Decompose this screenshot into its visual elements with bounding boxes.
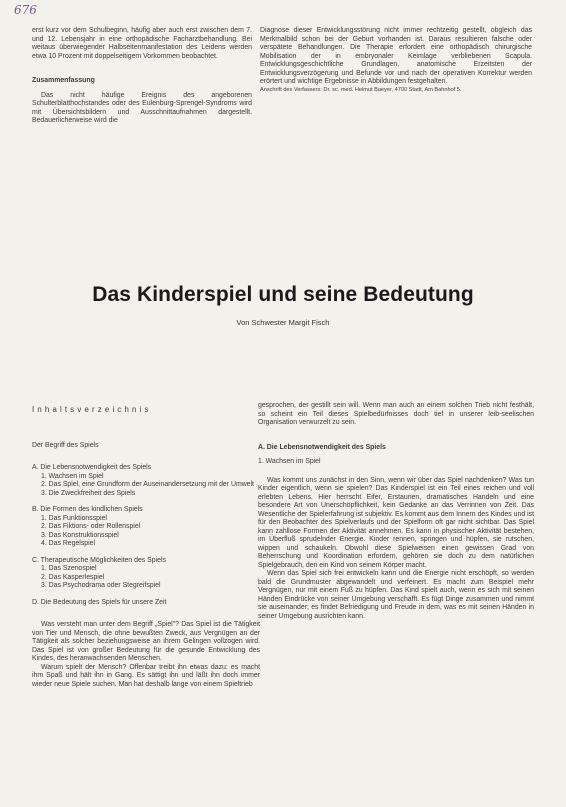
body-paragraph: Was versteht man unter dem Begriff „Spiel"? Das Spiel ist die Tätigkeit von Tier und Mensch, die ohne bewußten Zweck, aus Vergnügen an der Tätigkeit als solcher beziehungsweise an ihrem Gelingen vollzogen wird. Das Spiel ist von großer Bedeutung für die gesunde Entwicklung des Kindes, des heranwachsenden Menschen. [32, 621, 260, 662]
toc-item: 1. Das Funktionsspiel [41, 514, 107, 522]
bottom-left-column [32, 406, 260, 689]
toc-item: 3. Das Konstruktionsspiel [41, 531, 119, 539]
bottom-right-column [258, 402, 534, 621]
article-title: Das Kinderspiel und seine Bedeutung [92, 283, 474, 306]
section-subheading: 1. Wachsen im Spiel [258, 458, 321, 465]
body-paragraph: Warum spielt der Mensch? Offenbar treibt ihn etwas dazu: es macht ihm Spaß und hält ihn in Gang. Es sättigt ihn und läßt ihn doch immer wieder neue Spiele suchen. Man hat deshalb lange von einem Spieltrieb [32, 663, 260, 688]
toc-item: 1. Wachsen im Spiel [41, 472, 104, 480]
toc-item: 2. Das Kasperlespiel [41, 573, 105, 581]
toc-heading: Inhaltsverzeichnis [32, 405, 152, 414]
toc-group-title: A. Die Lebensnotwendigkeit des Spiels [32, 464, 152, 471]
toc-item: 4. Das Regelspiel [41, 540, 96, 547]
article-byline: Von Schwester Margit Fisch [236, 318, 330, 327]
body-paragraph: Was kommt uns zunächst in den Sinn, wenn wir über das Spiel nachdenken? Was tun Kinder eigentlich, wenn sie spielen? Das Kinderspiel ist ein Teil eines reichen und voll erlebten Lebens. Hier herrscht Eifer, Erstaunen, dramatisches Handeln und eine besondere Art von Unerschöpflichkeit, kein Gedanke an das Verrinnen von Zeit. Das Wesentliche der Spielerfahrung ist subjektiv. Es kommt aus dem Innern des Kindes und ist für den Beobachter des Spielverlaufs und der Spielform oft gar nicht sichtbar. Das Spiel kann zahllose Formen der Aktivität annehmen. Es kann in physischer Aktivität bestehen, im Überfluß sprudelnder Energie. Kinder rennen, springen und hüpfen, sie rutschen, wippen und schaukeln. Obwohl diese Spielweisen einen gewissen Grad von Beherrschung und Koordination erfordern, gehören sie doch zu dem natürlichen Spielgebrauch, den ein Kind von seinem Körper macht. [258, 476, 534, 569]
toc-item: 2. Das Spiel, eine Grundform der Auseinandersetzung mit der Umwelt [41, 481, 254, 488]
toc-group-c [32, 557, 260, 591]
handwritten-page-number: 676 [14, 3, 37, 17]
body-paragraph: gesprochen, der gestillt sein will. Wenn man auch an einem solchen Trieb nicht festhält, so scheint ein Teil dieses Spielbedürfnisses doch tief in unserer leib-seelischen Organisation verwurzelt zu sein. [258, 402, 534, 426]
toc-item: 3. Die Zweckfreiheit des Spiels [41, 489, 136, 497]
top-right-column [260, 27, 532, 94]
toc-group-title: C. Therapeutische Möglichkeiten des Spiels [32, 556, 166, 564]
top-right-paragraph: Diagnose dieser Entwicklungsstörung nicht immer rechtzeitig gestellt, obgleich das Merkmalbild schon bei der Geburt vorhanden ist. Daraus resultieren falsche oder verspätete Behandlungen. Die Therapie erfordert eine orthopädisch chirurgische Mobilisation der in embryonaler Keimlage verbliebenen Scapula. Entwicklungsgeschichtliche Grundlagen, anatomische Erzeitsten der Entwicklungsverzögerung und Befunde vor und nach der operativen Korrektur werden erörtert und wichtige Ergebnisse in Abbildungen festgehalten. [260, 27, 532, 85]
toc-group-d: D. Die Bedeutung des Spiels für unsere Zeit [32, 598, 167, 606]
toc-group-a [32, 464, 260, 498]
top-left-column [32, 27, 252, 126]
toc-group-title: B. Die Formen des kindlichen Spiels [32, 506, 143, 513]
section-heading: A. Die Lebensnotwendigkeit des Spiels [258, 443, 386, 451]
summary-paragraph: Das nicht häufige Ereignis des angeborenen Schulterblatthochstandes oder des Eulenburg-Sprengel-Syndroms wird mit Übersichtsbildern und Ausschnittaufnahmen dargestellt. Bedauerlicherweise wird die [32, 91, 252, 124]
toc-item: 2. Das Fiktions- oder Rollenspiel [41, 523, 141, 530]
summary-heading: Zusammenfassung [32, 77, 95, 84]
toc-group-b [32, 506, 260, 549]
toc-item: 1. Das Szenospiel [41, 565, 97, 572]
toc-intro: Der Begriff des Spiels [32, 441, 99, 449]
author-address: Anschrift des Verfassers: Dr. sc. med. Helmut Baeyer, 4700 Stadt, Am Bahnhof 5. [260, 86, 462, 93]
top-left-paragraph: erst kurz vor dem Schulbeginn, häufig aber auch erst zwischen dem 7. und 12. Lebensjahr in eine orthopädische Facharztbehandlung. Bei weitaus überwiegender Halbseitenmanifestation des Leidens werden etwa 10 Prozent mit doppelseitigem Vorkommen beobachtet. [32, 27, 252, 60]
toc-item: 3. Das Psychodrama oder Stegreifspiel [41, 582, 161, 589]
body-paragraph: Wenn das Spiel sich frei entwickeln kann und die Energie nicht erschöpft, so werden bald die Grundmuster abgewandelt und verfeinert. Es macht zum Beispiel mehr Vergnügen, nur mit einem Fuß zu hüpfen. Das Kind spielt auch, wenn es sich mit seinen Händen Eindrücke von seiner Umgebung verschafft. Es fügt Dinge zusammen und nimmt sie auseinander; es findet Befriedigung und Freude in dem, was es mit seinen Händen in seiner Umgebung ausrichten kann. [258, 570, 534, 620]
